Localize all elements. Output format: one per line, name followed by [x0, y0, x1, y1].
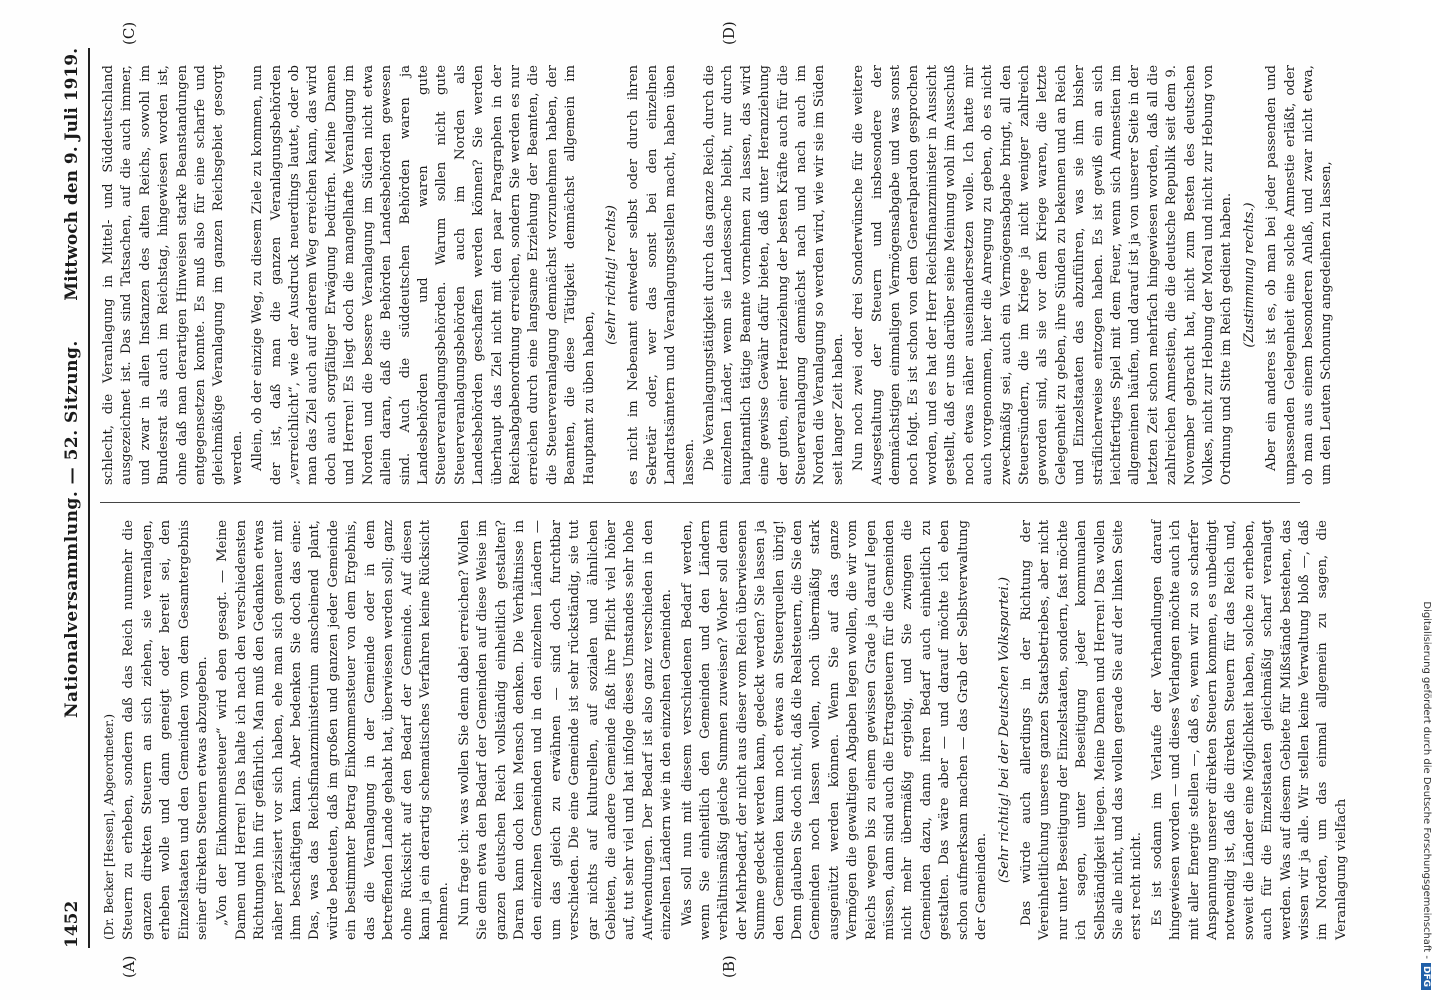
margin-letter-b: (B) [720, 955, 738, 978]
paragraph: Es ist sodann im Verlaufe der Verhandlungen darauf hingewiesen worden — und dieses Verlangen möchte auch ich mit aller Energie stellen —, daß es, wenn wir zu so scharfer Anspannung unserer direkten Steuern kommen, es unbedingt notwendig ist, daß die direkten Steuern für das Reich und, soweit die Länder eine Möglichkeit haben, solche zu erheben, auch für die Einzelstaaten gleichmäßig scharf veranlagt werden. Was auf diesem Gebiete für Mißstände bestehen, das wissen wir ja alle. Wir stellen keine Verwaltung bloß —, daß im Norden, um das einmal allgemein zu sagen, die Veranlagung vielfach [1149, 520, 1349, 940]
right-column [100, 65, 1335, 485]
paragraph: Die Veranlagungstätigkeit durch das ganze Reich, durch die einzelnen Länder, wenn sie Landessache bleibt, nur durch hauptamtlich tätige Beamte vornehmen zu lassen, das wird eine gewisse Gewähr dafür bieten, daß unter Heranziehung der guten, einer Heranziehung der besten Kräfte auch für die Steuerveranlagung demnächst nach und nach auch im Norden die Veranlagung so werden wird, wie wir sie im Süden seit langer Zeit haben. [702, 65, 846, 485]
interjection: (Zustimmung rechts.) [1241, 202, 1257, 348]
paragraph: Steuern zu erheben, sondern daß das Reich nunmehr die ganzen direkten Steuern an sich ziehen, sie veranlagen, erheben wolle und dann geneigt oder bereit sei, den Einzelstaaten und den Gemeinden vom dem Gesamtergebnis seiner direkten Steuern etwas abzugeben. [121, 520, 211, 940]
margin-letter-a: (A) [120, 955, 138, 978]
session-date: Mittwoch den 9. Juli 1919. [62, 48, 82, 301]
paragraph: Aber ein anderes ist es, ob man bei jeder passenden und unpassenden Gelegenheit eine solche Amnestie erläßt, oder ob man aus einem besonderen Anlaß, und zwar nicht etwa, um den Leuten Schonung angedeihen zu lassen, [1264, 65, 1335, 485]
paragraph: Allein, ob der einzige Weg, zu diesem Ziele zu kommen, nun der ist, daß man die ganzen Veranlagungsbehörden „verreichlicht“, wie der Ausdruck neuerdings lautet, oder ob man das Ziel auch auf anderem Weg erreichen kann, das wird doch auch sorgfältiger Erwägung bedürfen. Meine Damen und Herren! Es liegt doch die mangelhafte Veranlagung im Norden und die bessere Veranlagung im Süden nicht etwa allein daran, daß die Behörden Landesbehörden gewesen sind. Auch die süddeutschen Behörden waren ja Landesbehörden und waren gute Steuerveranlagungsbehörden. Warum sollen nicht gute Steuerveranlagungsbehörden auch im Norden als Landesbehörden geschaffen werden können? Sie werden überhaupt das Ziel nicht mit den paar Paragraphen in der Reichsabgabenordnung erreichen, sondern Sie werden es nur erreichen durch eine langsame Erziehung der Beamten, die die Steuerveranlagung demnächst vorzunehmen haben, der Beamten, die diese Tätigkeit demnächst allgemein im Hauptamt zu üben haben, [250, 65, 597, 485]
interjection: (Sehr richtig! bei der Deutschen Volkspartei.) [996, 576, 1012, 884]
column-divider [100, 502, 1300, 503]
paragraph: Was soll nun mit diesem verschiedenen Bedarf werden, wenn Sie einheitlich den Gemeinden und den Ländern verhältnismäßig gleiche Summen zuweisen? Woher soll denn der Mehrbedarf, der nicht aus dieser vom Reich überwiesenen Summe gedeckt werden kann, gedeckt werden? Sie lassen ja den Gemeinden kaum noch etwas an Steuerquellen übrig! Denn glauben Sie doch nicht, daß die Realsteuern, die Sie den Gemeinden noch lassen wollen, noch übermäßig stark ausgenützt werden können. Wenn Sie auf das ganze Vermögen die gewaltigen Abgaben legen wollen, die wir vom Reichs wegen bis zu einem gewissen Grade ja darauf legen müssen, dann sind auch die Ertragsteuern für die Gemeinden nicht mehr übermäßig ergiebig, und Sie zwingen die Gemeinden dazu, dann ihren Bedarf auch einheitlich zu gestalten. Das wäre aber — und darauf möchte ich eben schon aufmerksam machen — das Grab der Selbstverwaltung der Gemeinden. [679, 520, 990, 940]
assembly-session-title: Nationalversammlung. — 52. Sitzung. [62, 340, 82, 718]
margin-letter-c: (C) [120, 21, 138, 45]
interjection: (sehr richtig! rechts) [603, 205, 619, 345]
paragraph: Nun frage ich: was wollen Sie denn dabei erreichen? Wollen Sie denn etwa den Bedarf der Gemeinden auf diese Weise im ganzen deutschen Reich vollständig einheitlich gestalten? Daran kann doch kein Mensch denken. Die Verhältnisse in den einzelnen Gemeinden und in den einzelnen Ländern — um das gleich zu erwähnen — sind doch furchtbar verschieden. Die eine Gemeinde ist sehr rückständig, sie tut gar nichts auf kulturellen, auf sozialen und ähnlichen Gebieten, die andere Gemeinde faßt ihre Pflicht viel höher auf, tut sehr viel und hat infolge dieses Umstandes sehr hohe Aufwendungen. Der Bedarf ist also ganz verschieden in den einzelnen Ländern wie in den einzelnen Gemeinden. [456, 520, 675, 940]
paragraph: Nun noch zwei oder drei Sonderwünsche für die weitere Ausgestaltung der Steuern und insbesondere der demnächstigen einmaligen Vermögensabgabe und was sonst noch folgt. Es ist schon von dem Generalpardon gesprochen worden, und es hat der Herr Reichsfinanzminister in Aussicht gestellt, daß er uns darüber seine Meinung wohl im Ausschuß noch etwas näher auseinandersetzen wolle. Ich hatte mir auch vorgenommen, hier die Anregung zu geben, ob es nicht zweckmäßig sei, auch ein Vermögensabgabe bringt, all den Steuersündern, die im Kriege ja nicht weniger zahlreich geworden sind, als sie vor dem Kriege waren, die letzte Gelegenheit zu geben, ihre Sünden zu bekennen und an Reich und Einzelstaaten das abzuführen, was sie ihm bisher sträflicherweise entzogen haben. Es ist gewiß ein an sich leichtfertiges Spiel mit dem Feuer, wenn sich Amnestien im allgemeinen häufen, und darauf ist ja von unserer Seite in der letzten Zeit schon mehrfach hingewiesen worden, daß all die zahlreichen Amnestien, die die deutsche Republik seit dem 9. November gebracht hat, nicht zum Besten des deutschen Volkes, nicht zur Hebung der Moral und nicht zur Hebung von Ordnung und Sitte im Reich gedient haben. [851, 65, 1235, 485]
dfg-logo: DFG [1421, 963, 1431, 990]
left-column [100, 520, 1349, 940]
speaker-line: (Dr. Becker [Hessen], Abgeordneter.) [102, 713, 116, 940]
paragraph: es nicht im Nebenamt entweder selbst oder durch ihren Sekretär oder, wer das sonst bei den einzelnen Landratsämtern und Veranlagungsstellen macht, haben üben lassen. [626, 65, 697, 485]
paragraph: schlecht, die Veranlagung in Mittel- und Süddeutschland ausgezeichnet ist. Das sind Tatsachen, auf die auch immer, und zwar in allen Instanzen des alten Reichs, sowohl im Bundesrat als auch im Reichstag, hingewiesen worden ist, ohne daß man derartigen Hinweisen starke Beanstandungen entgegensetzen konnte. Es muß also für eine scharfe und gleichmäßige Veranlagung im ganzen Reichsgebiet gesorgt werden. [101, 65, 245, 485]
page-header [58, 48, 90, 948]
page-number: 1452 [62, 900, 82, 948]
paragraph: Das würde auch allerdings in der Richtung der Vereinheitlichung unseres ganzen Staatsbetriebes, aber nicht nur unter Beseitigung der Einzelstaaten, sondern, fast möchte ich sagen, unter Beseitigung jeder kommunalen Selbständigkeit liegen. Meine Damen und Herren! Das wollen Sie alle nicht, und das wollen gerade Sie auf der linken Seite erst recht nicht. [1018, 520, 1145, 940]
paragraph: „Von der Einkommensteuer“ wird eben gesagt. — Meine Damen und Herren! Das halte ich nach den verschiedensten Richtungen hin für gefährlich. Man muß den Gedanken etwas näher präzisiert vor sich haben, ehe man sich genauer mit ihm beschäftigen kann. Aber bedenken Sie doch das eine: Das, was das Reichsfinanzministerium anscheinend plant, würde bedeuten, daß im großen und ganzen jeder Gemeinde ein bestimmter Betrag Einkommensteuer von dem Ergebnis, das die Veranlagung in der Gemeinde oder in dem betreffenden Lande gehabt hat, überwiesen werden soll; ganz ohne Rücksicht auf den Bedarf der Gemeinde. Auf diesen kann ja ein derartig schematisches Verfahren keine Rücksicht nehmen. [215, 520, 452, 940]
digitization-note [1418, 10, 1432, 990]
margin-letter-d: (D) [720, 21, 738, 45]
digitization-note-text: Digitalisierung gefördert durch die Deutsche Forschungsgemeinschaft - [1421, 601, 1432, 959]
